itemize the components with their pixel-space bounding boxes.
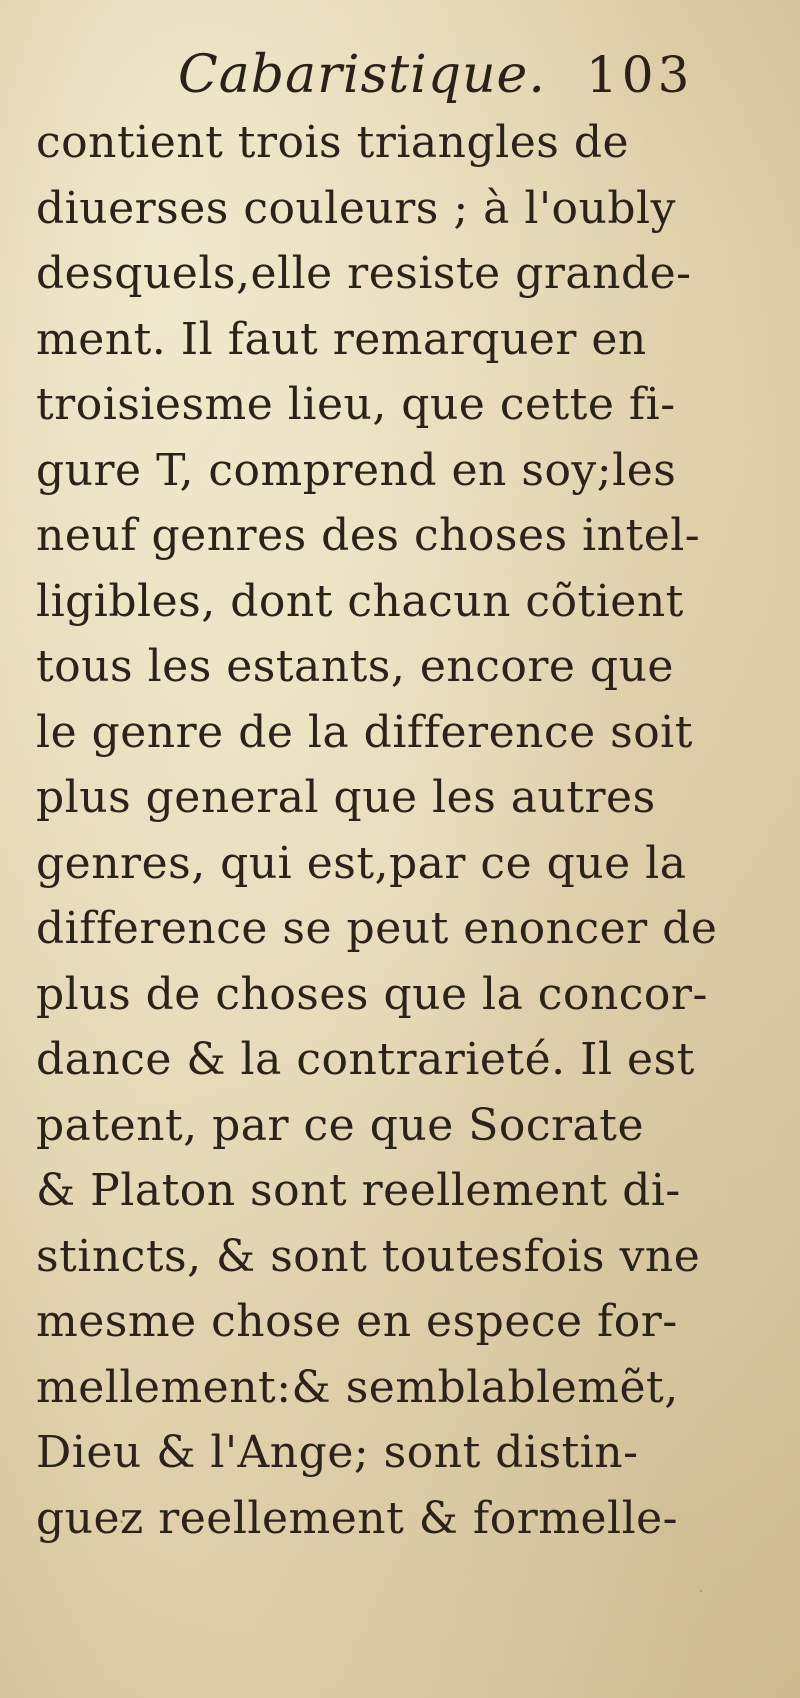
page-number: 103 <box>586 46 694 104</box>
text-line: guez reellement & formelle- <box>36 1492 679 1544</box>
text-line: Dieu & l'Ange; sont distin- <box>36 1427 639 1478</box>
text-line: genres, qui est,par ce que la <box>36 837 687 889</box>
text-line: mellement:& semblablemẽt, <box>36 1361 679 1413</box>
text-line: troisiesme lieu, que cette fi- <box>36 379 676 430</box>
text-line: dance & la contrarieté. Il est <box>36 1034 695 1085</box>
text-line: ment. Il faut remarquer en <box>36 313 647 365</box>
text-line: desquels,elle resiste grande- <box>36 248 692 299</box>
running-title: Cabaristique. <box>178 45 546 105</box>
text-line: ligibles, dont chacun cõtient <box>36 575 684 627</box>
text-line: & Platon sont reellement di- <box>36 1165 681 1216</box>
body-text <box>36 110 718 1551</box>
page-header <box>0 40 800 110</box>
text-line: contient trois triangles de <box>36 117 630 168</box>
text-line: plus de choses que la concor- <box>36 968 708 1020</box>
text-line: plus general que les autres <box>36 772 656 823</box>
text-line: mesme chose en espece for- <box>36 1296 678 1347</box>
paper-speck <box>700 1590 702 1592</box>
text-line: stincts, & sont toutesfois vne <box>36 1230 701 1282</box>
text-line: neuf genres des choses intel- <box>36 510 701 561</box>
text-line: diuerses couleurs ; à l'oubly <box>36 182 676 234</box>
text-line: patent, par ce que Socrate <box>36 1099 644 1151</box>
text-line: tous les estants, encore que <box>36 641 674 692</box>
text-line: gure T, comprend en soy;les <box>36 444 677 496</box>
text-line: le genre de la difference soit <box>36 706 693 758</box>
text-line: difference se peut enoncer de <box>36 903 718 954</box>
